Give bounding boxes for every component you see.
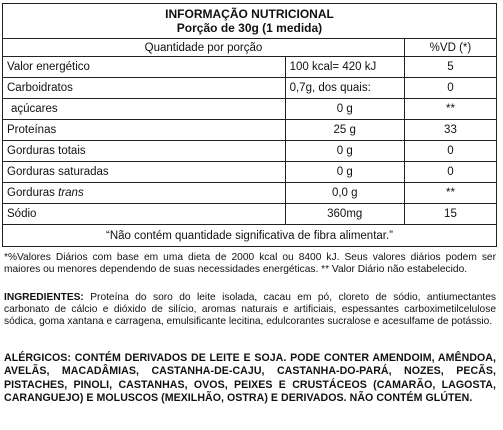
- nutrition-table: [2, 3, 497, 247]
- nutrient-name: açúcares: [3, 99, 286, 120]
- ingredients-text: Proteína do soro do leite isolada, cacau em pó, cloreto de sódio, antiumectantes carbonato de cálcio e dióxido de silício, aromas naturais e artificiais, espessantes carboximetilcelulose sódica, goma xantana e carragena, emulsificante lecitina, edulcorantes sucralose e acesulfame de potássio.: [4, 292, 496, 327]
- nutrient-name: [3, 183, 286, 204]
- nutrient-vd: **: [404, 183, 496, 204]
- nutrient-quantity: 100 kcal= 420 kJ: [285, 57, 404, 78]
- quantity-header: Quantidade por porção: [3, 39, 405, 57]
- table-title: INFORMAÇÃO NUTRICIONAL: [165, 7, 334, 21]
- daily-value-footnote: *%Valores Diários com base em uma dieta de 2000 kcal ou 8400 kJ. Seus valores diários podem ser maiores ou menores dependendo de suas necessidades energéticas. ** Valor Diário não estabelecido.: [4, 252, 496, 275]
- ingredients-paragraph: [4, 292, 496, 328]
- nutrient-vd: 0: [404, 162, 496, 183]
- fiber-note: “Não contém quantidade significativa de fibra alimentar.”: [3, 225, 497, 247]
- portion-size: Porção de 30g (1 medida): [176, 21, 323, 35]
- nutrient-vd: **: [404, 99, 496, 120]
- table-row: [3, 99, 497, 120]
- nutrient-quantity: 0,0 g: [285, 183, 404, 204]
- nutrient-quantity: 360mg: [285, 204, 404, 225]
- table-header-row: [3, 39, 497, 57]
- table-row: [3, 120, 497, 141]
- table-row: [3, 183, 497, 204]
- nutrient-name: Valor energético: [3, 57, 286, 78]
- table-row: [3, 204, 497, 225]
- table-row: [3, 162, 497, 183]
- ingredients-heading: INGREDIENTES:: [4, 292, 84, 303]
- nutrient-quantity: 0 g: [285, 99, 404, 120]
- nutrient-vd: 0: [404, 78, 496, 99]
- vd-header: %VD (*): [404, 39, 496, 57]
- nutrient-quantity: 0,7g, dos quais:: [285, 78, 404, 99]
- nutrient-name: Carboidratos: [3, 78, 286, 99]
- nutrient-name-italic: trans: [58, 187, 84, 199]
- nutrient-name: Gorduras saturadas: [3, 162, 286, 183]
- nutrient-quantity: 0 g: [285, 162, 404, 183]
- table-title-cell: [3, 4, 497, 39]
- nutrient-name: Gorduras totais: [3, 141, 286, 162]
- table-row: [3, 78, 497, 99]
- nutrient-name: Sódio: [3, 204, 286, 225]
- nutrient-vd: 5: [404, 57, 496, 78]
- nutrient-name-prefix: Gorduras: [7, 187, 59, 199]
- nutrient-vd: 0: [404, 141, 496, 162]
- table-row: [3, 141, 497, 162]
- table-row: [3, 57, 497, 78]
- nutrient-vd: 33: [404, 120, 496, 141]
- nutrition-facts-label: [2, 3, 499, 247]
- nutrient-quantity: 25 g: [285, 120, 404, 141]
- allergens-paragraph: ALÉRGICOS: CONTÉM DERIVADOS DE LEITE E SOJA. PODE CONTER AMENDOIM, AMÊNDOA, AVELÃS, MACADÂMIAS, CASTANHA-DE-CAJU, CASTANHA-DO-PARÁ, NOZES, PECÃS, PISTACHES, PINOLI, CASTANHAS, OVOS, PEIXES E CRUSTÁCEOS (CAMARÃO, LAGOSTA, CARANGUEJO) E MOLUSCOS (MEXILHÃO, OSTRA) E DERIVADOS. NÃO CONTÉM GLÚTEN.: [4, 352, 496, 404]
- nutrient-quantity: 0 g: [285, 141, 404, 162]
- nutrient-vd: 15: [404, 204, 496, 225]
- nutrient-name: Proteínas: [3, 120, 286, 141]
